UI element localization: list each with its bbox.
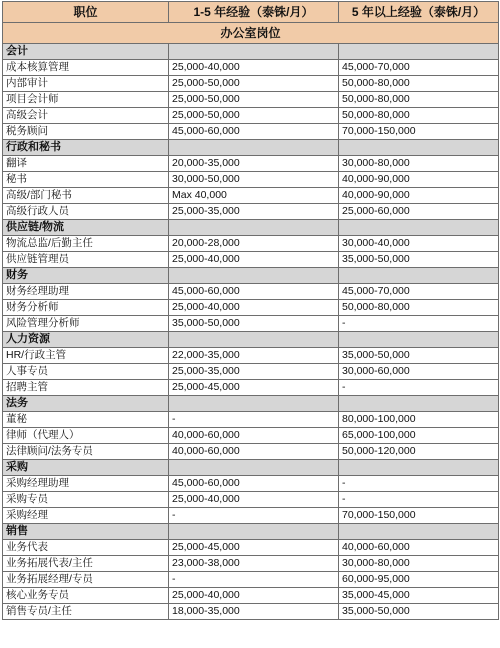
position-cell: HR/行政主管: [3, 348, 169, 364]
salary-5-plus-cell: 30,000-80,000: [339, 156, 499, 172]
salary-1-5-cell: 20,000-28,000: [169, 236, 339, 252]
salary-1-5-cell: 40,000-60,000: [169, 444, 339, 460]
salary-table: [2, 1, 499, 620]
salary-5-plus-cell: 45,000-70,000: [339, 284, 499, 300]
position-cell: 采购经理: [3, 508, 169, 524]
category-name: 销售: [3, 524, 169, 540]
salary-5-plus-cell: 70,000-150,000: [339, 508, 499, 524]
salary-1-5-cell: 25,000-50,000: [169, 108, 339, 124]
salary-5-plus-cell: 35,000-50,000: [339, 348, 499, 364]
table-row: [3, 572, 499, 588]
salary-1-5-cell: 35,000-50,000: [169, 316, 339, 332]
category-empty-cell: [339, 44, 499, 60]
category-empty-cell: [169, 268, 339, 284]
table-row: [3, 556, 499, 572]
table-row: [3, 316, 499, 332]
position-cell: 供应链管理员: [3, 252, 169, 268]
category-row: [3, 220, 499, 236]
salary-5-plus-cell: 30,000-60,000: [339, 364, 499, 380]
table-row: [3, 428, 499, 444]
salary-1-5-cell: 20,000-35,000: [169, 156, 339, 172]
salary-5-plus-cell: 50,000-80,000: [339, 300, 499, 316]
position-cell: 税务顾问: [3, 124, 169, 140]
position-cell: 秘书: [3, 172, 169, 188]
salary-1-5-cell: 30,000-50,000: [169, 172, 339, 188]
salary-5-plus-cell: -: [339, 492, 499, 508]
salary-1-5-cell: 40,000-60,000: [169, 428, 339, 444]
salary-5-plus-cell: 50,000-80,000: [339, 76, 499, 92]
salary-5-plus-cell: -: [339, 476, 499, 492]
salary-1-5-cell: 25,000-40,000: [169, 60, 339, 76]
salary-1-5-cell: 25,000-50,000: [169, 92, 339, 108]
salary-1-5-cell: 45,000-60,000: [169, 476, 339, 492]
table-row: [3, 540, 499, 556]
table-row: [3, 412, 499, 428]
salary-5-plus-cell: 70,000-150,000: [339, 124, 499, 140]
salary-5-plus-cell: 40,000-90,000: [339, 188, 499, 204]
position-cell: 项目会计师: [3, 92, 169, 108]
salary-1-5-cell: 25,000-40,000: [169, 588, 339, 604]
table-row: [3, 380, 499, 396]
position-cell: 核心业务专员: [3, 588, 169, 604]
table-row: [3, 300, 499, 316]
section-row: [3, 23, 499, 44]
position-cell: 翻译: [3, 156, 169, 172]
position-cell: 招聘主管: [3, 380, 169, 396]
category-empty-cell: [339, 396, 499, 412]
salary-1-5-cell: 25,000-45,000: [169, 380, 339, 396]
salary-1-5-cell: 25,000-35,000: [169, 364, 339, 380]
salary-1-5-cell: 25,000-40,000: [169, 492, 339, 508]
category-empty-cell: [169, 332, 339, 348]
table-body: [3, 23, 499, 620]
position-cell: 成本核算管理: [3, 60, 169, 76]
salary-5-plus-cell: 50,000-80,000: [339, 92, 499, 108]
salary-5-plus-cell: 25,000-60,000: [339, 204, 499, 220]
position-cell: 内部审计: [3, 76, 169, 92]
salary-5-plus-cell: 45,000-70,000: [339, 60, 499, 76]
table-row: [3, 156, 499, 172]
position-cell: 高级行政人员: [3, 204, 169, 220]
salary-5-plus-cell: -: [339, 380, 499, 396]
salary-1-5-cell: 23,000-38,000: [169, 556, 339, 572]
salary-1-5-cell: 25,000-40,000: [169, 300, 339, 316]
table-row: [3, 76, 499, 92]
salary-1-5-cell: 25,000-45,000: [169, 540, 339, 556]
position-cell: 风险管理分析师: [3, 316, 169, 332]
salary-5-plus-cell: 65,000-100,000: [339, 428, 499, 444]
category-row: [3, 332, 499, 348]
category-name: 行政和秘书: [3, 140, 169, 156]
category-name: 法务: [3, 396, 169, 412]
salary-5-plus-cell: 40,000-60,000: [339, 540, 499, 556]
position-cell: 律师（代理人）: [3, 428, 169, 444]
table-row: [3, 204, 499, 220]
position-cell: 物流总监/后勤主任: [3, 236, 169, 252]
position-cell: 高级会计: [3, 108, 169, 124]
salary-5-plus-cell: 40,000-90,000: [339, 172, 499, 188]
category-name: 会计: [3, 44, 169, 60]
category-name: 采购: [3, 460, 169, 476]
table-row: [3, 124, 499, 140]
category-name: 财务: [3, 268, 169, 284]
category-empty-cell: [339, 220, 499, 236]
category-row: [3, 460, 499, 476]
header-exp-5-plus: 5 年以上经验（泰铢/月）: [339, 2, 499, 23]
position-cell: 人事专员: [3, 364, 169, 380]
salary-1-5-cell: 18,000-35,000: [169, 604, 339, 620]
position-cell: 董秘: [3, 412, 169, 428]
salary-1-5-cell: 45,000-60,000: [169, 284, 339, 300]
category-name: 人力资源: [3, 332, 169, 348]
salary-5-plus-cell: 30,000-40,000: [339, 236, 499, 252]
salary-5-plus-cell: 50,000-120,000: [339, 444, 499, 460]
salary-5-plus-cell: 50,000-80,000: [339, 108, 499, 124]
salary-1-5-cell: Max 40,000: [169, 188, 339, 204]
salary-1-5-cell: 25,000-50,000: [169, 76, 339, 92]
table-header-row: [3, 2, 499, 23]
table-row: [3, 476, 499, 492]
position-cell: 采购经理助理: [3, 476, 169, 492]
table-row: [3, 444, 499, 460]
table-row: [3, 92, 499, 108]
position-cell: 法律顾问/法务专员: [3, 444, 169, 460]
table-row: [3, 588, 499, 604]
position-cell: 财务经理助理: [3, 284, 169, 300]
category-row: [3, 44, 499, 60]
table-row: [3, 60, 499, 76]
category-empty-cell: [169, 524, 339, 540]
category-row: [3, 396, 499, 412]
salary-5-plus-cell: 35,000-50,000: [339, 252, 499, 268]
category-empty-cell: [169, 220, 339, 236]
position-cell: 业务代表: [3, 540, 169, 556]
table-row: [3, 236, 499, 252]
header-position: 职位: [3, 2, 169, 23]
salary-5-plus-cell: -: [339, 316, 499, 332]
table-row: [3, 252, 499, 268]
category-empty-cell: [339, 524, 499, 540]
table-row: [3, 364, 499, 380]
salary-5-plus-cell: 35,000-45,000: [339, 588, 499, 604]
salary-5-plus-cell: 35,000-50,000: [339, 604, 499, 620]
header-exp-1-5: 1-5 年经验（泰铢/月）: [169, 2, 339, 23]
category-empty-cell: [339, 140, 499, 156]
category-row: [3, 140, 499, 156]
section-title: 办公室岗位: [3, 23, 499, 44]
table-row: [3, 108, 499, 124]
table-row: [3, 348, 499, 364]
table-row: [3, 508, 499, 524]
category-empty-cell: [169, 140, 339, 156]
category-name: 供应链/物流: [3, 220, 169, 236]
category-empty-cell: [339, 460, 499, 476]
category-empty-cell: [339, 268, 499, 284]
position-cell: 高级/部门秘书: [3, 188, 169, 204]
table-row: [3, 172, 499, 188]
category-empty-cell: [339, 332, 499, 348]
salary-1-5-cell: 22,000-35,000: [169, 348, 339, 364]
table-row: [3, 188, 499, 204]
category-empty-cell: [169, 460, 339, 476]
position-cell: 业务拓展经理/专员: [3, 572, 169, 588]
position-cell: 业务拓展代表/主任: [3, 556, 169, 572]
salary-5-plus-cell: 80,000-100,000: [339, 412, 499, 428]
salary-1-5-cell: 45,000-60,000: [169, 124, 339, 140]
category-empty-cell: [169, 44, 339, 60]
salary-5-plus-cell: 60,000-95,000: [339, 572, 499, 588]
salary-1-5-cell: 25,000-40,000: [169, 252, 339, 268]
category-row: [3, 524, 499, 540]
category-row: [3, 268, 499, 284]
salary-1-5-cell: -: [169, 572, 339, 588]
salary-5-plus-cell: 30,000-80,000: [339, 556, 499, 572]
table-row: [3, 284, 499, 300]
position-cell: 销售专员/主任: [3, 604, 169, 620]
position-cell: 财务分析师: [3, 300, 169, 316]
salary-1-5-cell: -: [169, 412, 339, 428]
salary-1-5-cell: -: [169, 508, 339, 524]
category-empty-cell: [169, 396, 339, 412]
table-row: [3, 492, 499, 508]
table-row: [3, 604, 499, 620]
position-cell: 采购专员: [3, 492, 169, 508]
salary-1-5-cell: 25,000-35,000: [169, 204, 339, 220]
